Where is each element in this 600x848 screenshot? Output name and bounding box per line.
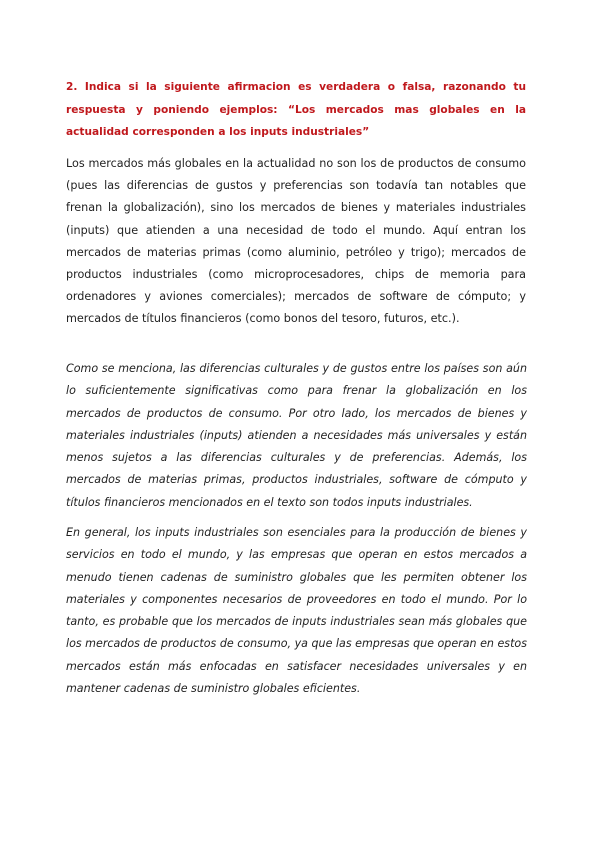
italic-paragraph-1: Como se menciona, las diferencias culturales y de gustos entre los países son aún lo suficientemente significativas como para frenar la globalización en los mercados de productos de consumo. Por otro lado, los mercados de bienes y materiales industriales (inputs) atienden a necesidades más universales y están menos sujetos a las diferencias culturales y de preferencias. Además, los mercados de materias primas, productos industriales, software de cómputo y títulos financieros mencionados en el texto son todos inputs industriales.	[66, 362, 527, 509]
italic-paragraph-2: En general, los inputs industriales son esenciales para la producción de bienes y servicios en todo el mundo, y las empresas que operan en estos mercados a menudo tienen cadenas de suministro globales que les permiten obtener los materiales y componentes necesarios de proveedores en todo el mundo. Por lo tanto, es probable que los mercados de inputs industriales sean más globales que los mercados de productos de consumo, ya que las empresas que operan en estos mercados están más enfocadas en satisfacer necesidades universales y en mantener cadenas de suministro globales eficientes.	[66, 526, 527, 696]
answer-paragraph: Los mercados más globales en la actualidad no son los de productos de consumo (pues las diferencias de gustos y preferencias son todavía tan notables que frenan la globalización), sino los mercados de bienes y materiales industriales (inputs) que atienden a una necesidad de todo el mundo. Aquí entran los mercados de materias primas (como aluminio, petróleo y trigo); mercados de productos industriales (como microprocesadores, chips de memoria para ordenadores y aviones comerciales); mercados de software de cómputo; y mercados de títulos financieros (como bonos del tesoro, futuros, etc.).	[66, 157, 526, 326]
question-heading: 2. Indica si la siguiente afirmacion es verdadera o falsa, razonando tu respuesta y poniendo ejemplos: “Los mercados mas globales en la actualidad corresponden a los inputs industriales”	[66, 81, 526, 138]
